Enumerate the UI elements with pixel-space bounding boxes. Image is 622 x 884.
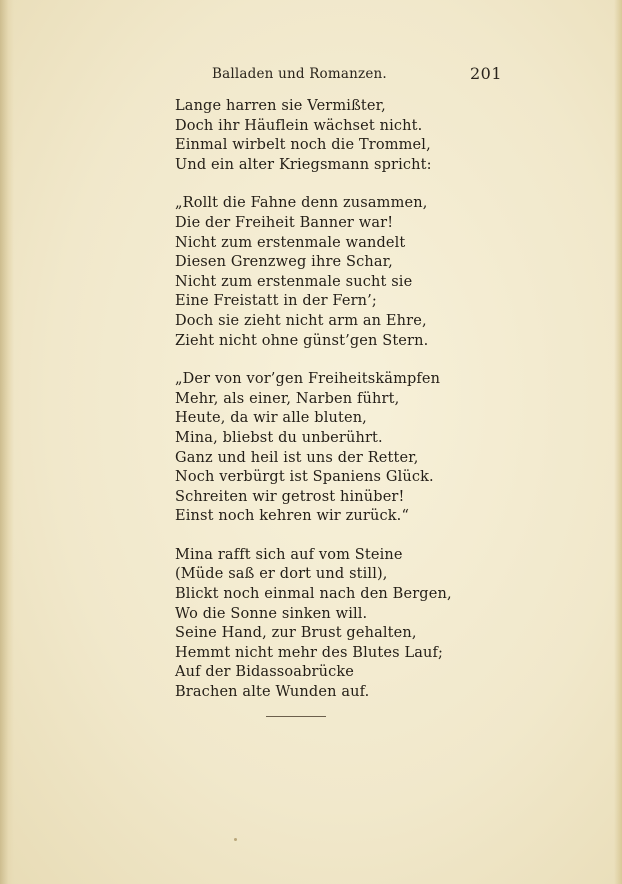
verse-line: Brachen alte Wunden auf. xyxy=(175,684,370,701)
page-gutter-shadow xyxy=(0,0,14,884)
verse-line: Die der Freiheit Banner war! xyxy=(175,214,394,231)
verse-line: Noch verbürgt ist Spaniens Glück. xyxy=(175,469,434,486)
page-number: 201 xyxy=(470,64,503,83)
verse-line: Lange harren sie Vermißter, xyxy=(175,98,386,114)
verse-line: Seine Hand, zur Brust gehalten, xyxy=(175,625,417,642)
verse-line: Mina, bliebst du unberührt. xyxy=(175,429,383,446)
verse-line: Einmal wirbelt noch die Trommel, xyxy=(175,137,431,154)
verse-line: Ganz und heil ist uns der Retter, xyxy=(175,449,419,466)
page-header xyxy=(0,66,622,88)
verse-line: Nicht zum erstenmale sucht sie xyxy=(175,273,413,290)
verse-line: Schreiten wir getrost hinüber! xyxy=(175,488,405,505)
verse-line: Mina rafft sich auf vom Steine xyxy=(175,546,403,563)
verse-line: „Der von vor’gen Freiheitskämpfen xyxy=(175,371,441,388)
verse-line: Doch ihr Häuflein wächset nicht. xyxy=(175,117,423,134)
verse-line: Wo die Sonne sinken will. xyxy=(175,605,368,622)
verse-line: Zieht nicht ohne günst’gen Stern. xyxy=(175,332,429,349)
verse-line: (Müde saß er dort und still), xyxy=(175,566,388,583)
poem-text xyxy=(175,97,475,722)
verse-line: Mehr, als einer, Narben führt, xyxy=(175,390,400,407)
stanza xyxy=(175,97,475,175)
stanza xyxy=(175,546,475,703)
running-title: Balladen und Romanzen. xyxy=(212,66,387,82)
verse-line: Blickt noch einmal nach den Bergen, xyxy=(175,586,452,603)
verse-line: Auf der Bidassoabrücke xyxy=(175,664,355,681)
stanza xyxy=(175,370,475,527)
verse-line: Doch sie zieht nicht arm an Ehre, xyxy=(175,312,427,329)
verse-line: Heute, da wir alle bluten, xyxy=(175,410,367,427)
paper-speck xyxy=(234,838,237,841)
verse-line: Diesen Grenzweg ihre Schar, xyxy=(175,254,393,271)
page-edge xyxy=(614,0,622,884)
verse-line: Einst noch kehren wir zurück.“ xyxy=(175,508,410,525)
verse-line: Eine Freistatt in der Fern’; xyxy=(175,293,377,310)
verse-line: Hemmt nicht mehr des Blutes Lauf; xyxy=(175,644,444,661)
stanza xyxy=(175,194,475,351)
end-rule xyxy=(266,716,326,717)
verse-line: Nicht zum erstenmale wandelt xyxy=(175,234,406,251)
verse-line: „Rollt die Fahne denn zusammen, xyxy=(175,195,428,212)
verse-line: Und ein alter Kriegsmann spricht: xyxy=(175,156,432,173)
